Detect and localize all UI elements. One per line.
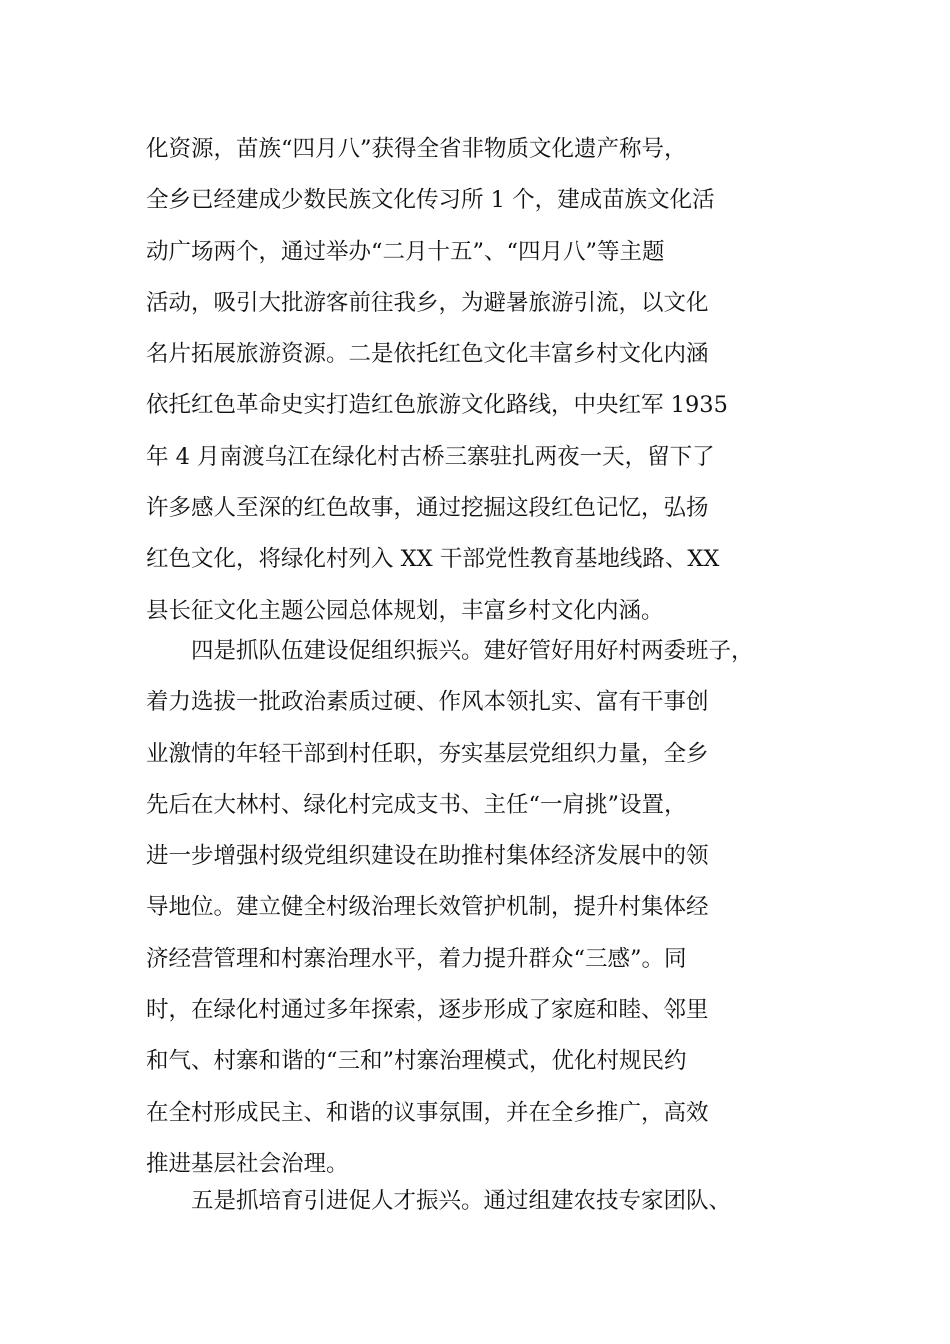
paragraph-talent-revitalization	[146, 1176, 806, 1227]
text-line: 在全村形成民主、和谐的议事氛围，并在全乡推广，高效	[146, 1099, 709, 1126]
text-line: 许多感人至深的红色故事，通过挖掘这段红色记忆，弘扬	[146, 495, 709, 522]
text-line: 着力选拔一批政治素质过硬、作风本领扎实、富有干事创	[146, 689, 709, 716]
text-line: 导地位。建立健全村级治理长效管护机制，提升村集体经	[146, 894, 709, 921]
text-line: 化资源，苗族“四月八”获得全省非物质文化遗产称号，	[146, 136, 687, 162]
text-line: 年 4 月南渡乌江在绿化村古桥三寨驻扎两夜一天，留下了	[146, 443, 715, 470]
text-line: 名片拓展旅游资源。二是依托红色文化丰富乡村文化内涵	[146, 341, 709, 368]
text-line: 县长征文化主题公园总体规划，丰富乡村文化内涵。	[146, 597, 664, 624]
text-line: 五是抓培育引进促人才振兴。通过组建农技专家团队、	[146, 1188, 732, 1214]
text-line: 先后在大林村、绿化村完成支书、主任“一肩挑”设置，	[146, 791, 687, 818]
text-line: 依托红色革命史实打造红色旅游文化路线，中央红军 1935	[146, 392, 728, 419]
text-line: 业激情的年轻干部到村任职，夯实基层党组织力量，全乡	[146, 740, 709, 767]
text-line: 四是抓队伍建设促组织振兴。建好管好用好村两委班子，	[146, 638, 754, 664]
paragraph-organization-revitalization	[146, 626, 806, 1190]
text-line: 和气、村寨和谐的“三和”村寨治理模式，优化村规民约	[146, 1048, 687, 1075]
text-line: 动广场两个，通过举办“二月十五”、“四月八”等主题	[146, 238, 665, 265]
text-line: 时，在绿化村通过多年探索，逐步形成了家庭和睦、邻里	[146, 997, 709, 1024]
text-line: 济经营管理和村寨治理水平，着力提升群众“三感”。同	[146, 945, 687, 972]
text-line: 活动，吸引大批游客前往我乡，为避暑旅游引流，以文化	[146, 289, 709, 316]
text-line: 全乡已经建成少数民族文化传习所 1 个，建成苗族文化活	[146, 187, 715, 214]
text-line: 推进基层社会治理。	[146, 1150, 349, 1177]
text-line: 红色文化，将绿化村列入 XX 干部党性教育基地线路、XX	[146, 546, 720, 573]
text-line: 进一步增强村级党组织建设在助推村集体经济发展中的领	[146, 843, 709, 870]
paragraph-culture-resources	[146, 124, 806, 637]
